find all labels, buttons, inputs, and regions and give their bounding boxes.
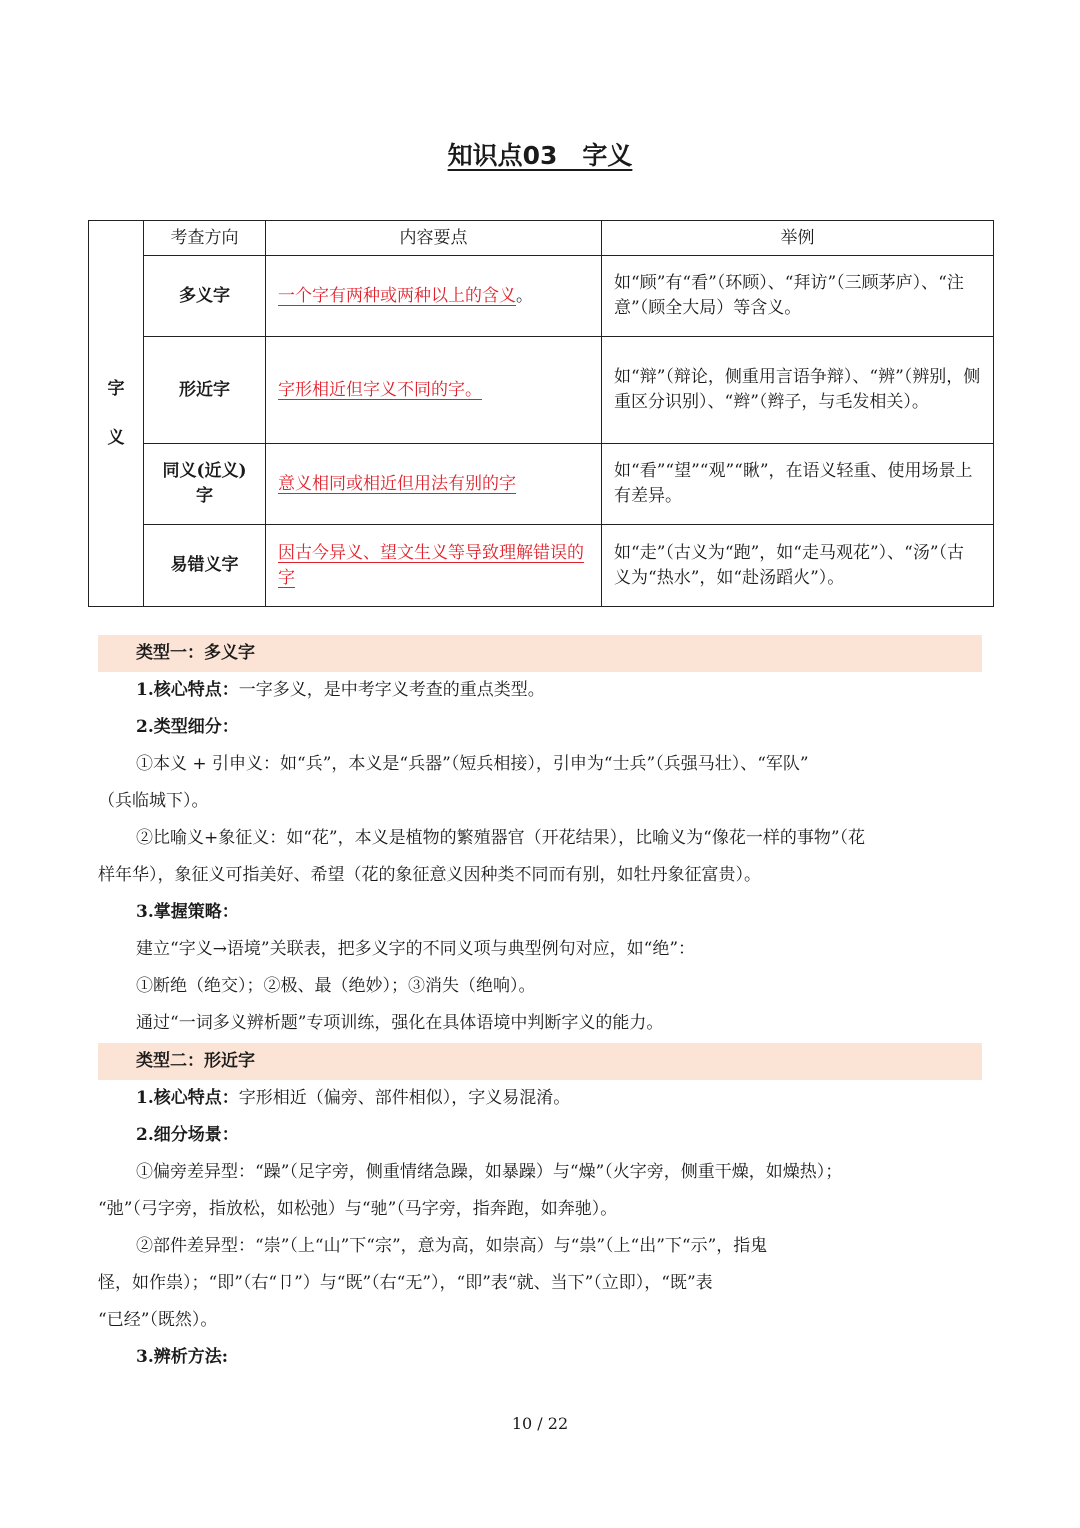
table-row [89, 444, 994, 525]
side-label-char: 字 [107, 378, 125, 399]
paragraph: ②比喻义+象征义：如“花”，本义是植物的繁殖器官（开花结果），比喻义为“像花一样的事物”（花 [136, 828, 866, 848]
paragraph-label: 2.细分场景： [136, 1125, 239, 1145]
paragraph: （兵临城下）。 [98, 791, 209, 811]
header-example: 举例 [602, 221, 994, 256]
paragraph-label: 3.辨析方法: [136, 1347, 229, 1367]
paragraph: ①偏旁差异型：“躁”（足字旁，侧重情绪急躁，如暴躁）与“燥”（火字旁，侧重干燥，如燥热）； [136, 1162, 843, 1182]
paragraph: “弛”（弓字旁，指放松，如松弛）与“驰”（马字旁，指奔跑，如奔驰）。 [98, 1199, 618, 1219]
section-heading: 类型一：多义字 [98, 635, 982, 672]
row-example: 如“走”（古义为“跑”，如“走马观花”）、“汤”（古义为“热水”，如“赴汤蹈火”）。 [602, 525, 994, 607]
row-example: 如“看”“望”“观”“瞅”，在语义轻重、使用场景上有差异。 [602, 444, 994, 525]
page-title: 知识点03 字义 [447, 141, 633, 170]
paragraph: 怪，如作祟）；“即”（右“卩”）与“既”（右“无”），“即”表“就、当下”（立即），“既”表 [98, 1273, 713, 1293]
row-type: 同义(近义)字 [144, 444, 266, 525]
row-type: 易错义字 [144, 525, 266, 607]
paragraph: ②部件差异型：“崇”（上“山”下“宗”，意为高，如崇高）与“祟”（上“出”下“示”，指鬼 [136, 1236, 768, 1256]
side-label-char: 义 [107, 427, 125, 448]
table-row [89, 337, 994, 444]
section-heading: 类型二：形近字 [98, 1043, 982, 1080]
side-label-cell [89, 221, 144, 607]
paragraph: ①断绝（绝交）；②极、最（绝妙）；③消失（绝响）。 [136, 976, 536, 996]
header-direction: 考查方向 [144, 221, 266, 256]
paragraph: 1.核心特点：字形相近（偏旁、部件相似），字义易混淆。 [136, 1088, 571, 1108]
row-example: 如“顾”有“看”（环顾）、“拜访”（三顾茅庐）、“注意”（顾全大局）等含义。 [602, 256, 994, 337]
paragraph: 样年华），象征义可指美好、希望（花的象征意义因种类不同而有别，如牡丹象征富贵）。 [98, 865, 761, 885]
knowledge-table [88, 220, 994, 607]
paragraph: “已经”（既然）。 [98, 1310, 218, 1330]
table-header-row [89, 221, 994, 256]
row-type: 多义字 [144, 256, 266, 337]
header-content: 内容要点 [266, 221, 602, 256]
table-row [89, 256, 994, 337]
row-point: 一个字有两种或两种以上的含义。 [266, 256, 602, 337]
paragraph: 建立“字义→语境”关联表，把多义字的不同义项与典型例句对应，如“绝”： [136, 939, 696, 959]
page-number: 10 / 22 [511, 1414, 569, 1433]
row-example: 如“辩”（辩论，侧重用言语争辩）、“辨”（辨别，侧重区分识别）、“辫”（辫子，与毛发相关）。 [602, 337, 994, 444]
row-point: 字形相近但字义不同的字。 [266, 337, 602, 444]
paragraph: ①本义 + 引申义：如“兵”，本义是“兵器”（短兵相接），引申为“士兵”（兵强马壮）、“军队” [136, 754, 809, 774]
table-row [89, 525, 994, 607]
paragraph-label: 3.掌握策略： [136, 902, 239, 922]
paragraph: 通过“一词多义辨析题”专项训练，强化在具体语境中判断字义的能力。 [136, 1013, 664, 1033]
row-type: 形近字 [144, 337, 266, 444]
row-point: 意义相同或相近但用法有别的字 [266, 444, 602, 525]
paragraph-label: 2.类型细分： [136, 717, 239, 737]
paragraph: 1.核心特点：一字多义，是中考字义考查的重点类型。 [136, 680, 545, 700]
row-point: 因古今异义、望文生义等导致理解错误的字 [266, 525, 602, 607]
